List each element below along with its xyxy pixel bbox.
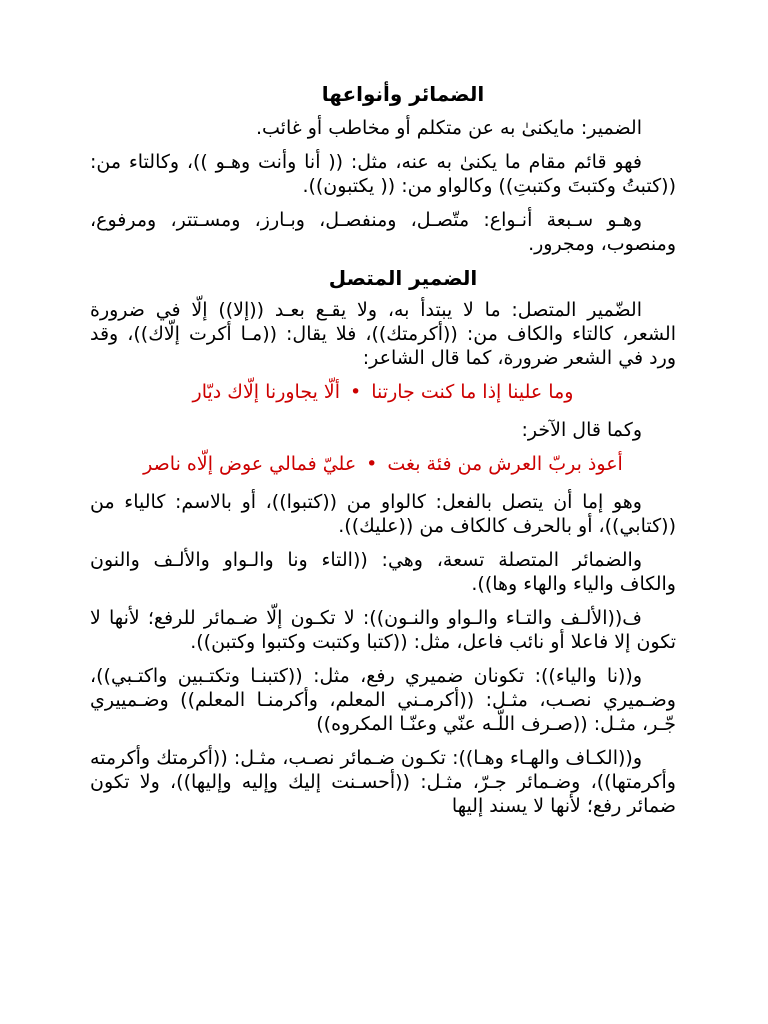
kaf-ha-paragraph: و((الكـاف والهـاء وهـا)): تكـون ضـمائر نصـب، مثـل: ((أكرمتك وأكرمته وأكرمتها))، وضـمائر جـرّ، مثـل: ((أحسـنت إليك وإليه وإليها))، ولا تكون ضمائر رفع؛ لأنها لا يسند إليها — [90, 747, 676, 817]
poem-1-first-hemistich: وما علينا إذا ما كنت جارتنا — [371, 381, 574, 403]
attachment-paragraph: وهو إما أن يتصل بالفعل: كالواو من ((كتبوا))، أو بالاسم: كالياء من ((كتابي))، أو بالحرف كالكاف من ((عليك)). — [90, 491, 676, 537]
examples-paragraph: فهو قائم مقام ما يكنىٰ به عنه، مثل: (( أنا وأنت وهـو ))، وكالتاء من: ((كتبتُ وكتبتَ وكتبتِ)) وكالواو من: (( يكتبون)). — [90, 151, 676, 197]
na-and-ya-paragraph: و((نا والياء)): تكونان ضميري رفع، مثل: ((كتبنـا وتكتـبين واكتـبي))، وضـميري نصـب، مثـل: ((أكرمـني المعلم، وأكرمنـا المعلم)) وضـمييري جّـر، مثـل: ((صـرف اللّـه عنّي وعنّـا المكروه)) — [90, 665, 676, 735]
poem-1-separator: • — [350, 381, 362, 403]
nine-pronouns-paragraph: والضمائر المتصلة تسعة، وهي: ((التاء ونا والـواو والألـف والنون والكاف والياء والهاء وها)). — [90, 549, 676, 595]
poem-1-second-hemistich: ألّا يجاورنا إلّاك ديّار — [192, 381, 341, 403]
poem-2-separator: • — [366, 453, 378, 475]
poem-verse-1 — [90, 380, 676, 404]
another-poet-intro: وكما قال الآخر: — [521, 419, 642, 441]
poem-verse-2 — [90, 452, 676, 476]
nominative-pronouns-paragraph: ف((الألـف والتـاء والـواو والنـون)): لا تكـون إلّا ضـمائر للرفع؛ لأنها لا تكون إلا فاعلا أو نائب فاعل، مثل: ((كتبا وكتبت وكتبوا وكتبن)). — [90, 607, 676, 653]
document-page — [90, 82, 676, 828]
poem-2-second-hemistich: عليّ فمالي عوض إلّاه ناصر — [143, 453, 357, 475]
connected-pronoun-definition: الضّمير المتصل: ما لا يبتدأ به، ولا يقـع بعـد ((إلا)) إلّا في ضرورة الشعر، كالتاء والكاف من: ((أكرمتك))، فلا يقال: ((مـا أكرت إلّاك))، وقد ورد في الشعر ضرورة، كما قال الشاعر: — [90, 299, 676, 369]
section-title-connected-pronoun: الضمير المتصل — [328, 266, 478, 290]
definition-paragraph: الضمير: مايكنىٰ به عن متكلم أو مخاطب أو غائب. — [255, 117, 642, 139]
types-paragraph: وهـو سـبعة أنـواع: متّصـل، ومنفصـل، وبـارز، ومسـتتر، ومرفوع، ومنصوب، ومجرور. — [90, 209, 676, 255]
poem-2-first-hemistich: أعوذ بربّ العرش من فئة بغت — [387, 453, 623, 475]
document-title: الضمائر وأنواعها — [321, 82, 485, 106]
